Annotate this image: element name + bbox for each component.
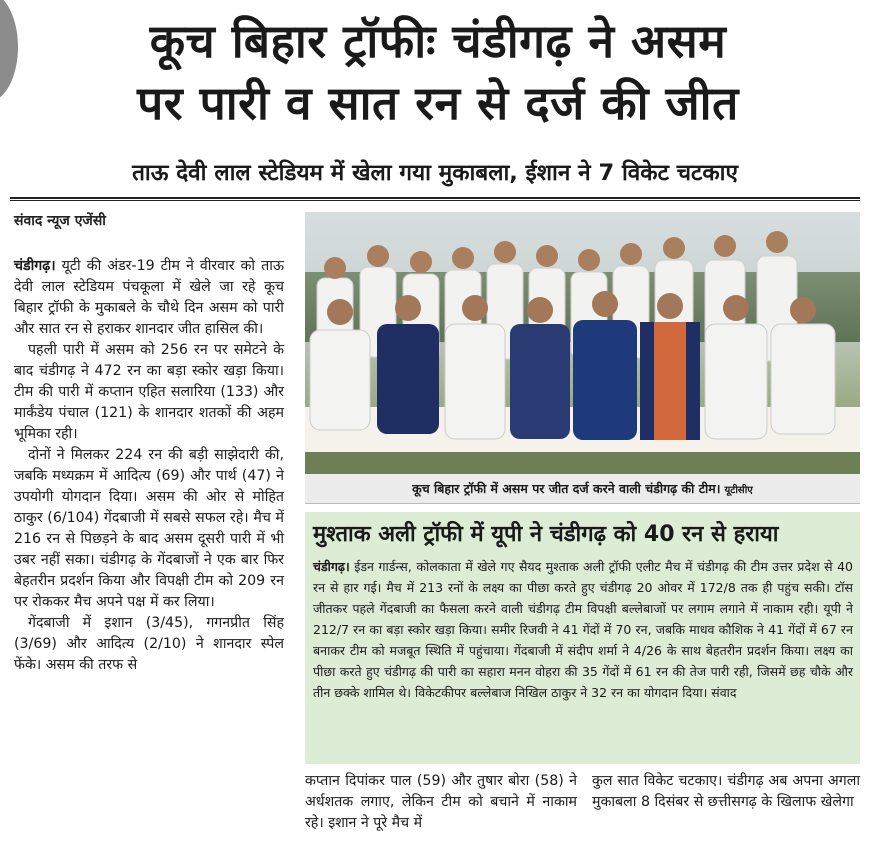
article-middle-column xyxy=(305,771,577,834)
dateline: चंडीगढ़। xyxy=(14,258,56,274)
divider xyxy=(10,197,860,199)
article-paragraph: दोनों ने मिलकर 224 रन की बड़ी साझेदारी की, जबकि मध्यक्रम में आदित्य (69) और पार्थ (47) ने उपयोगी योगदान दिया। असम की ओर से मोहित ठाकुर (6/104) गेंदबाजी में सबसे सफल रहे। मैच में 216 रन से पिछड़ने के बाद असम दूसरी पारी में भी उबर नहीं सका। चंडीगढ़ के गेंदबाजों ने एक बार फिर बेहतरीन प्रदर्शन किया और विपक्षी टीम को 209 रन पर रोककर मैच अपने पक्ष में कर लिया। xyxy=(14,447,284,610)
article-paragraph: गेंदबाजी में इशान (3/45), गगनप्रीत सिंह (3/69) और आदित्य (2/10) ने शानदार स्पेल फेंके। असम की तरफ से xyxy=(14,615,284,673)
dateline: चंडीगढ़। xyxy=(313,559,350,574)
article-right-column xyxy=(592,771,860,813)
article-paragraph: कप्तान दिपांकर पाल (59) और तुषार बोरा (58) ने अर्धशतक लगाए, लेकिन टीम को बचाने में नाकाम रहे। इशान ने पूरे मैच में xyxy=(305,773,577,831)
article-paragraph xyxy=(14,256,284,340)
caption-text: कूच बिहार ट्रॉफी में असम पर जीत दर्ज करने वाली चंडीगढ़ की टीम। xyxy=(412,481,721,496)
article-paragraph: पहली पारी में असम को 256 रन पर समेटने के बाद चंडीगढ़ ने 472 रन का बड़ा स्कोर खड़ा किया। टीम की पारी में कप्तान एहित सलारिया (133) और मार्कंडेय पंचाल (121) के शानदार शतकों की अहम भूमिका रही। xyxy=(14,342,284,442)
decorative-arc xyxy=(0,0,18,102)
team-photo-figures xyxy=(305,212,860,474)
article-left-column xyxy=(14,256,284,676)
byline: संवाद न्यूज एजेंसी xyxy=(14,213,106,229)
sidebar-story-text: ईडन गार्डन्स, कोलकाता में खेले गए सैयद मुश्ताक अली ट्रॉफी एलीट मैच में चंडीगढ़ की टीम उत्तर प्रदेश से 40 रन से हार गई। मैच में 213 रनों के लक्ष्य का पीछा करते हुए चंडीगढ़ 20 ओवर में 172/8 तक ही पहुंच सकी। टॉस जीतकर पहले गेंदबाजी का फैसला करने वाली चंडीगढ़ टीम विपक्षी बल्लेबाजों पर लगाम लगाने में नाकाम रही। यूपी ने 212/7 रन का बड़ा स्कोर खड़ा किया। समीर रिजवी ने 41 गेंदों में 70 रन, जबकि माधव कौशिक ने 41 गेंदों में 67 रन बनाकर टीम को मजबूत स्थिति में पहुंचाया। गेंदबाजी में संदीप शर्मा ने 4/26 के साथ बेहतरीन प्रदर्शन किया। लक्ष्य का पीछा करते हुए चंडीगढ़ की पारी का सहारा मनन वोहरा की 35 गेंदों में 61 रन की तेज पारी रही, जिसमें छह चौके और तीन छक्के शामिल थे। विकेटकीपर बल्लेबाज निखिल ठाकुर ने 32 रन का योगदान दिया। संवाद xyxy=(313,559,853,700)
sidebar-story-body xyxy=(313,556,853,703)
photo-caption xyxy=(305,474,860,504)
divider xyxy=(10,200,860,201)
team-photo xyxy=(305,212,860,474)
sidebar-story-box xyxy=(305,512,860,764)
headline-line-2: पर पारी व सात रन से दर्ज की जीत xyxy=(137,76,739,130)
sidebar-story-title: मुश्ताक अली ट्रॉफी में यूपी ने चंडीगढ़ को 40 रन से हराया xyxy=(313,522,779,547)
headline xyxy=(18,10,858,134)
headline-line-1: कूच बिहार ट्रॉफीः चंडीगढ़ ने असम xyxy=(149,14,727,68)
article-paragraph: कुल सात विकेट चटकाए। चंडीगढ़ अब अपना अगला मुकाबला 8 दिसंबर से छत्तीसगढ़ के खिलाफ खेलेगा xyxy=(592,773,860,810)
photo-credit: यूटीसीए xyxy=(724,485,753,496)
paragraph-text: यूटी की अंडर-19 टीम ने वीरवार को ताऊ देवी लाल स्टेडियम पंचकूला में खेले जा रहे कूच बिहार ट्रॉफी के मुकाबले के चौथे दिन असम को पारी और सात रन से हराकर शानदार जीत हासिल की। xyxy=(14,258,284,337)
subheadline: ताऊ देवी लाल स्टेडियम में खेला गया मुकाबला, ईशान ने 7 विकेट चटकाए xyxy=(132,160,738,186)
